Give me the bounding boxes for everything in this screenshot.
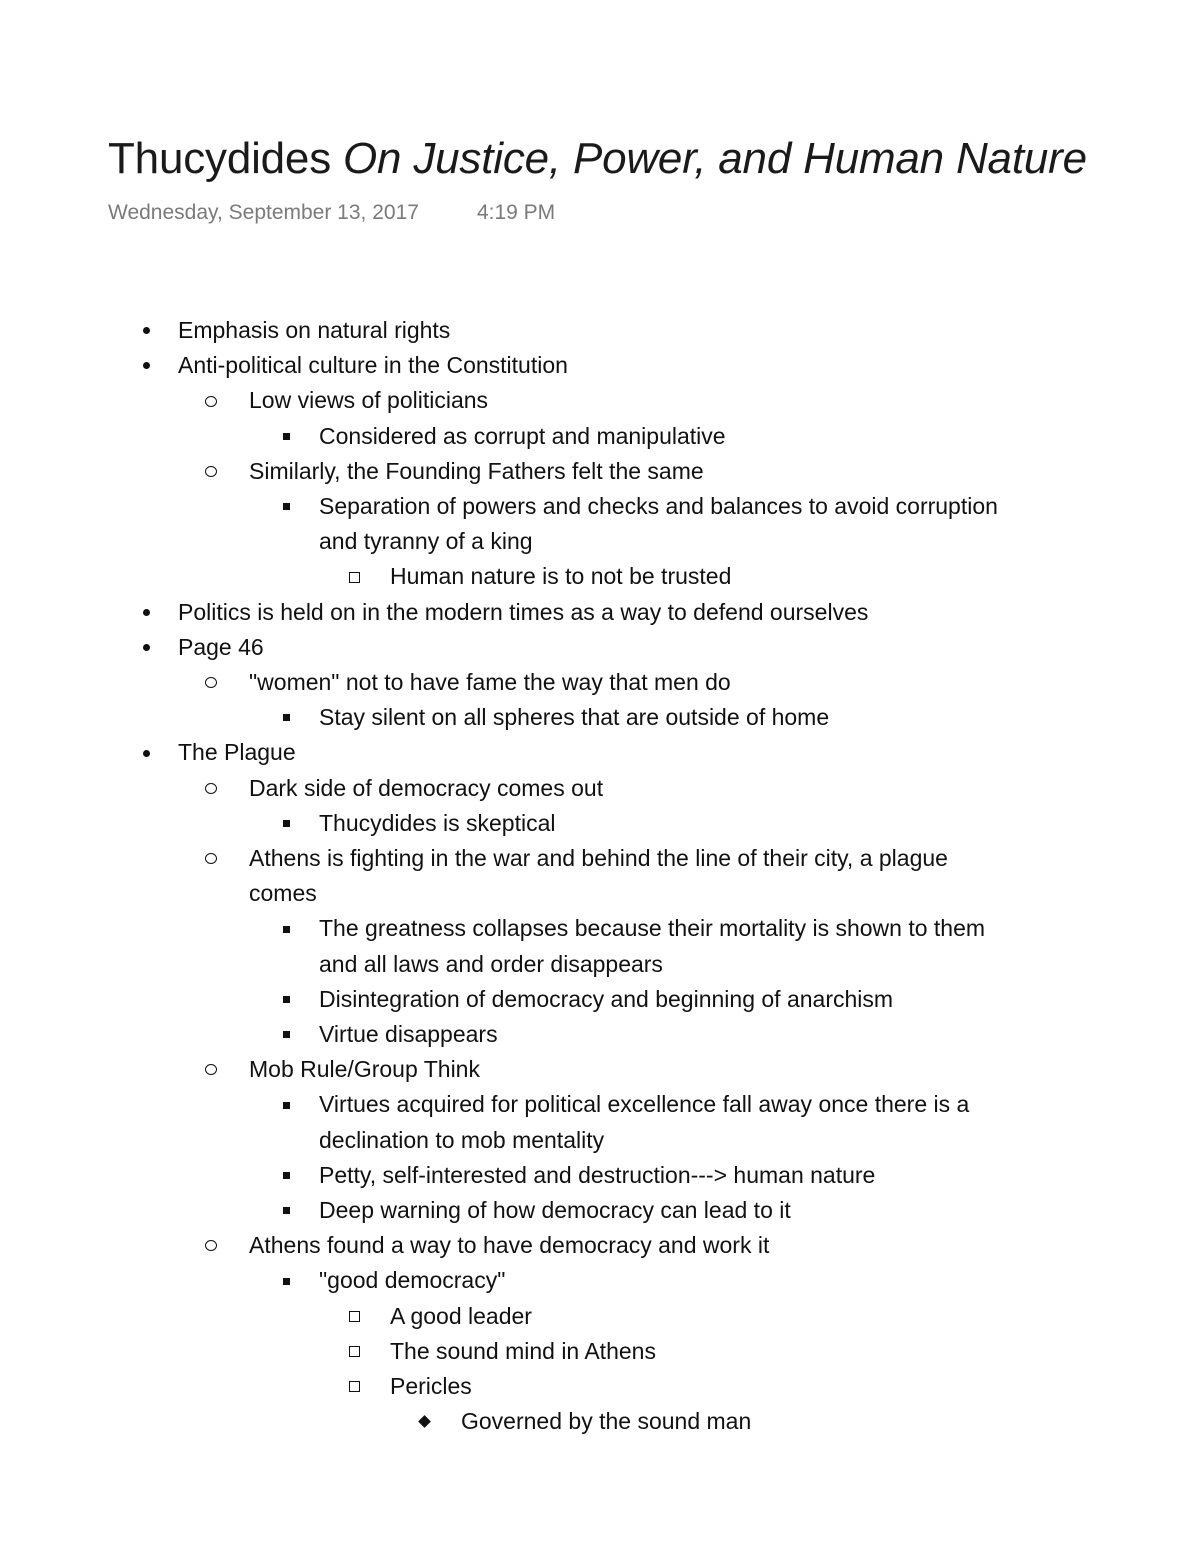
bullet-square-icon [276, 489, 296, 524]
outline-item-text: "women" not to have fame the way that men do [249, 669, 731, 696]
outline-item-level-2 [0, 454, 1200, 489]
title-plain: Thucydides [108, 134, 344, 183]
bullet-square-icon [276, 982, 296, 1017]
outline-item-text: The greatness collapses because their mortality is shown to them [319, 915, 986, 942]
outline-item-text: The sound mind in Athens [390, 1337, 656, 1364]
outline-item-text: and all laws and order disappears [319, 950, 663, 977]
outline-item-level-1 [0, 348, 1200, 383]
title-italic: On Justice, Power, and Human Nature [343, 134, 1087, 183]
notes-outline [0, 313, 1200, 1440]
outline-item-text: comes [249, 880, 317, 907]
outline-item-level-1 [0, 735, 1200, 770]
bullet-square-icon [276, 806, 296, 841]
outline-item-level-3 [0, 489, 1200, 559]
outline-item-level-2 [0, 383, 1200, 418]
outline-item-text: The Plague [178, 739, 296, 766]
outline-item-text: Stay silent on all spheres that are outside of home [319, 704, 830, 731]
outline-item-level-4 [0, 1334, 1200, 1369]
outline-item-text: Pericles [390, 1373, 472, 1400]
outline-item-level-4 [0, 1299, 1200, 1334]
bullet-dot-icon [136, 348, 156, 383]
outline-item-text: Separation of powers and checks and balances to avoid corruption [319, 493, 998, 520]
note-timestamp [108, 198, 555, 228]
bullet-square-icon [276, 1087, 296, 1122]
bullet-circle-icon [201, 771, 221, 806]
outline-item-text: Disintegration of democracy and beginning of anarchism [319, 985, 894, 1012]
outline-item-level-2 [0, 1052, 1200, 1087]
outline-item-text: Thucydides is skeptical [319, 809, 556, 836]
bullet-hollow-square-icon [344, 1299, 364, 1334]
outline-item-level-2 [0, 771, 1200, 806]
page-title [108, 133, 1087, 185]
outline-item-text: Low views of politicians [249, 387, 489, 414]
outline-item-level-1 [0, 595, 1200, 630]
bullet-dot-icon [136, 735, 156, 770]
outline-item-text: Politics is held on in the modern times as a way to defend ourselves [178, 598, 869, 625]
bullet-hollow-square-icon [344, 559, 364, 594]
bullet-hollow-square-icon [344, 1369, 364, 1404]
outline-item-level-3 [0, 1263, 1200, 1298]
outline-item-level-3 [0, 806, 1200, 841]
bullet-square-icon [276, 1158, 296, 1193]
outline-item-text: Athens is fighting in the war and behind the line of their city, a plague [249, 845, 948, 872]
bullet-dot-icon [136, 313, 156, 348]
bullet-square-icon [276, 911, 296, 946]
bullet-square-icon [276, 1017, 296, 1052]
outline-item-text: Page 46 [178, 633, 264, 660]
note-time: 4:19 PM [476, 201, 556, 224]
outline-item-level-5 [0, 1404, 1200, 1439]
outline-item-text: Anti-political culture in the Constitution [178, 352, 568, 379]
bullet-dot-icon [136, 595, 156, 630]
bullet-circle-icon [201, 1052, 221, 1087]
bullet-circle-icon [201, 841, 221, 876]
note-date: Wednesday, September 13, 2017 [108, 201, 419, 224]
outline-item-text: Virtue disappears [319, 1021, 498, 1048]
outline-item-level-4 [0, 559, 1200, 594]
outline-item-level-3 [0, 700, 1200, 735]
bullet-circle-icon [201, 454, 221, 489]
outline-item-level-3 [0, 1017, 1200, 1052]
outline-item-level-2 [0, 665, 1200, 700]
outline-item-text: and tyranny of a king [319, 528, 533, 555]
outline-item-level-3 [0, 1087, 1200, 1157]
outline-item-text: declination to mob mentality [319, 1126, 605, 1153]
outline-item-text: Human nature is to not be trusted [390, 563, 732, 590]
outline-item-text: Considered as corrupt and manipulative [319, 422, 726, 449]
outline-item-level-1 [0, 313, 1200, 348]
outline-item-level-4 [0, 1369, 1200, 1404]
bullet-hollow-square-icon [344, 1334, 364, 1369]
outline-item-text: Athens found a way to have democracy and work it [249, 1232, 770, 1259]
outline-item-level-3 [0, 1193, 1200, 1228]
outline-item-text: Deep warning of how democracy can lead to it [319, 1197, 791, 1224]
bullet-square-icon [276, 700, 296, 735]
outline-item-text: Mob Rule/Group Think [249, 1056, 480, 1083]
bullet-circle-icon [201, 383, 221, 418]
outline-item-level-3 [0, 911, 1200, 981]
bullet-square-icon [276, 419, 296, 454]
outline-item-level-3 [0, 419, 1200, 454]
outline-item-text: Dark side of democracy comes out [249, 774, 604, 801]
bullet-diamond-icon [414, 1404, 434, 1439]
outline-item-text: Governed by the sound man [461, 1408, 752, 1435]
outline-item-level-2 [0, 841, 1200, 911]
outline-item-level-1 [0, 630, 1200, 665]
bullet-dot-icon [136, 630, 156, 665]
outline-item-text: Virtues acquired for political excellence fall away once there is a [319, 1091, 970, 1118]
outline-item-text: "good democracy" [319, 1267, 506, 1294]
outline-item-text: Similarly, the Founding Fathers felt the same [249, 457, 704, 484]
outline-item-level-3 [0, 982, 1200, 1017]
outline-item-text: A good leader [390, 1302, 532, 1329]
bullet-circle-icon [201, 665, 221, 700]
outline-item-text: Emphasis on natural rights [178, 317, 451, 343]
outline-item-text: Petty, self-interested and destruction---> human nature [319, 1161, 876, 1188]
outline-item-level-2 [0, 1228, 1200, 1263]
outline-item-level-3 [0, 1158, 1200, 1193]
bullet-square-icon [276, 1193, 296, 1228]
bullet-square-icon [276, 1263, 296, 1298]
bullet-circle-icon [201, 1228, 221, 1263]
